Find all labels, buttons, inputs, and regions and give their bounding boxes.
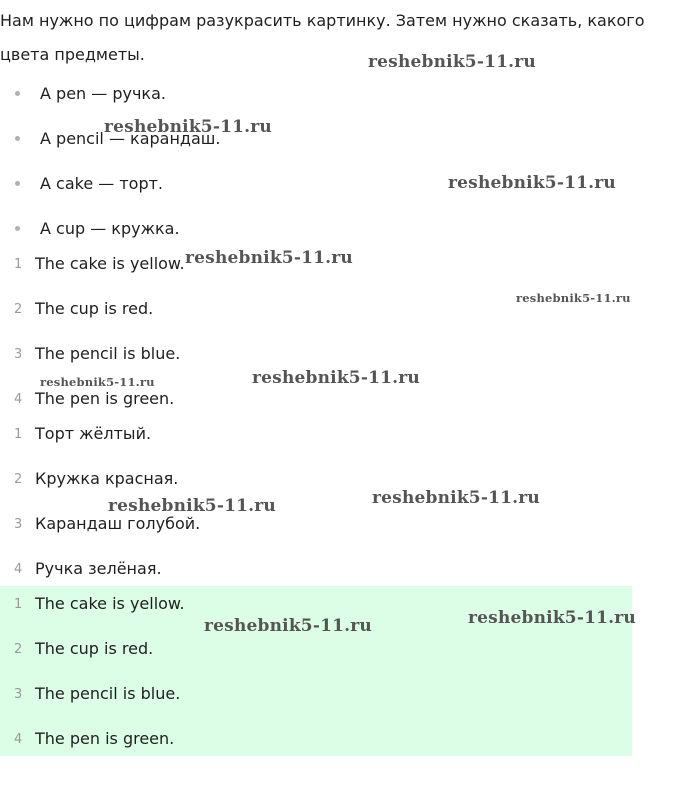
item-text: Ручка зелёная. — [35, 559, 162, 578]
watermark: reshebnik5-11.ru — [252, 368, 420, 388]
watermark: reshebnik5-11.ru — [104, 117, 272, 137]
item-text: The pen is green. — [35, 729, 175, 748]
watermark: reshebnik5-11.ru — [516, 291, 631, 305]
russian-sentences-list — [0, 421, 632, 601]
watermark: reshebnik5-11.ru — [468, 608, 636, 628]
item-number: 1 — [14, 427, 23, 442]
item-text: The cake is yellow. — [35, 594, 185, 613]
item-number: 4 — [14, 392, 23, 407]
item-text: The cup is red. — [35, 299, 154, 318]
item-number: 2 — [14, 642, 23, 657]
vocabulary-text: A cup — кружка. — [40, 219, 180, 238]
watermark: reshebnik5-11.ru — [204, 616, 372, 636]
watermark: reshebnik5-11.ru — [372, 488, 540, 508]
item-number: 2 — [14, 472, 23, 487]
item-number: 3 — [14, 687, 23, 702]
item-number: 3 — [14, 517, 23, 532]
item-number: 1 — [14, 597, 23, 612]
item-number: 3 — [14, 347, 23, 362]
item-text: The cake is yellow. — [35, 254, 185, 273]
english-sentences-list — [0, 251, 632, 431]
bullet-icon — [15, 226, 20, 231]
list-item — [0, 681, 632, 726]
vocabulary-text: A pencil — карандаш. — [40, 129, 221, 148]
intro-paragraph: Нам нужно по цифрам разукрасить картинку. Затем нужно сказать, какого цвета предметы. — [0, 11, 645, 64]
item-number: 1 — [14, 257, 23, 272]
item-text: The cup is red. — [35, 639, 154, 658]
item-number: 4 — [14, 732, 23, 747]
bullet-icon — [15, 136, 20, 141]
bullet-icon — [15, 91, 20, 96]
watermark: reshebnik5-11.ru — [40, 375, 155, 389]
item-text: The pencil is blue. — [35, 344, 181, 363]
watermark: reshebnik5-11.ru — [108, 496, 276, 516]
list-item — [0, 421, 632, 466]
item-text: Карандаш голубой. — [35, 514, 201, 533]
vocabulary-text: A pen — ручка. — [40, 84, 166, 103]
list-item — [0, 511, 632, 556]
list-item — [0, 636, 632, 681]
bullet-icon — [15, 181, 20, 186]
item-text: The pen is green. — [35, 389, 175, 408]
watermark: reshebnik5-11.ru — [368, 52, 536, 72]
watermark: reshebnik5-11.ru — [185, 248, 353, 268]
item-number: 2 — [14, 302, 23, 317]
vocabulary-text: A cake — торт. — [40, 174, 164, 193]
item-number: 4 — [14, 562, 23, 577]
item-text: Торт жёлтый. — [35, 424, 152, 443]
watermark: reshebnik5-11.ru — [448, 173, 616, 193]
item-text: Кружка красная. — [35, 469, 179, 488]
item-text: The pencil is blue. — [35, 684, 181, 703]
list-item — [0, 726, 632, 771]
